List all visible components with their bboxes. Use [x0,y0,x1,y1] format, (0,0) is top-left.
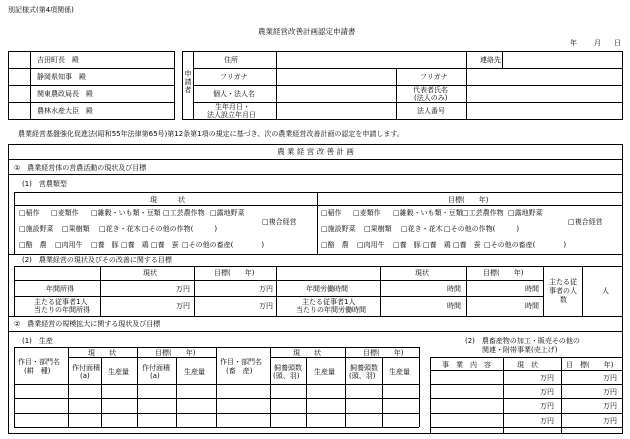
name-label: 個人・法人名 [213,90,255,98]
crop-current-area-l1: 作付面積 [72,364,100,372]
target-type-poultry[interactable]: □養 鶏 [423,241,451,249]
type-silkworm[interactable]: □養 蚕 [151,241,179,249]
type-other-crop[interactable]: □その他の作物( ) [142,225,218,233]
annual-hours-label: 年間労働時間 [306,285,348,293]
plan-title: 農 業 経 営 改 善 計 画 [277,147,354,156]
type-pig[interactable]: □養 豚 [91,241,119,249]
type-open-vegetable[interactable]: □露地野菜 [210,209,245,217]
target-type-other-crop[interactable]: □その他の作物( ) [444,225,520,233]
business-current-label: 現 状 [517,361,538,369]
section1-heading: ① 農業経営体の営農活動の現状及び目標 [14,164,147,172]
livestock-current-heads-l2: (頭、羽) [273,372,300,380]
target-type-silkworm[interactable]: □養 蚕 [453,241,481,249]
mgmt-current-label: 現状 [143,269,157,277]
per-worker-income-unit-current: 万円 [176,302,190,310]
annual-hours-unit-target: 時間 [525,285,539,293]
form-number: 別記様式(第4項関係) [8,6,74,14]
type-composite[interactable]: □複合経営 [262,218,297,226]
livestock-target-label: 目標( 年) [363,349,404,357]
statement-text: 農業経営基盤強化促進法(昭和55年法律第65号)第12条第1項の規定に基づき、次の農業経営改善計画の認定を申請します。 [18,130,404,138]
livestock-col-l2: (畜 産) [226,367,253,375]
business-r2-current-unit: 万円 [540,388,554,396]
target-type-beef[interactable]: □肉用牛 [357,241,385,249]
per-worker-income-l1: 主たる従事者1人 [34,298,88,306]
type-flowers[interactable]: □花き・花木 [99,225,141,233]
livestock-current-label: 現 状 [293,349,321,357]
target-type-composite[interactable]: □複合経営 [568,218,603,226]
type-rice[interactable]: □稲作 [19,209,40,217]
type-industrial[interactable]: □工芸農作物 [163,209,205,217]
target-type-dairy[interactable]: □酪 農 [321,241,349,249]
business-r3-target-unit: 万円 [603,402,617,410]
target-type-grains[interactable]: □雑穀・いも類・豆類 [393,209,463,217]
livestock-col-l1: 作目・部門名 [220,358,262,366]
addressee-minister: 農林水産大臣 殿 [37,107,93,115]
livestock-target-heads-l2: (頭、羽) [349,372,376,380]
date-day: 日 [614,39,621,47]
annual-income-unit-target: 万円 [259,285,273,293]
date-year: 年 [570,39,577,47]
rep-name-label: 代表者氏名 [413,86,448,94]
section2-heading: ② 農業経営の規模拡大に関する現状及び目標 [14,320,161,328]
type-fruit[interactable]: □果樹類 [62,225,90,233]
type-wheat[interactable]: □麦類作 [51,209,79,217]
farm-type-target-label: 目標( 年) [448,196,489,204]
address-label: 住所 [224,56,238,64]
livestock-target-heads-l1: 飼養頭数 [350,364,378,372]
per-worker-income-unit-target: 万円 [259,302,273,310]
per-worker-hours-l2: 当たりの年間労働時間 [296,306,366,314]
type-beef[interactable]: □肉用牛 [55,241,83,249]
type-poultry[interactable]: □養 鶏 [121,241,149,249]
business-r3-current-unit: 万円 [540,402,554,410]
num-workers-l3: 数 [560,296,567,304]
crop-target-area-l2: (a) [150,372,160,380]
farm-type-current-label: 現 状 [150,196,185,204]
mgmt-current-label-2: 現状 [415,269,429,277]
crop-col-l1: 作目・部門名 [18,358,60,366]
livestock-current-heads-l1: 飼養頭数 [274,364,302,372]
addressee-prefecture: 静岡県知事 殿 [37,73,86,81]
target-type-industrial[interactable]: □工芸農作物 [462,209,504,217]
target-type-fruit[interactable]: □果樹類 [364,225,392,233]
furigana-label-rep: フリガナ [420,73,448,81]
addressee-town: 吉田町長 殿 [37,56,79,64]
crop-target-label: 目標( 年) [155,349,196,357]
processing-heading-l1: (2) 農畜産物の加工・販売その他の [465,337,580,345]
business-r1-target-unit: 万円 [603,374,617,382]
crop-current-amount: 生産量 [108,368,129,376]
contact-label: 連絡先 [480,56,501,64]
num-workers-l1: 主たる従 [549,278,577,286]
rep-name-sub: (法人のみ) [414,94,448,102]
target-type-rice[interactable]: □稲作 [321,209,342,217]
type-other-livestock[interactable]: □その他の畜産( ) [182,241,265,249]
annual-income-unit-current: 万円 [176,285,190,293]
target-type-flowers[interactable]: □花き・花木 [401,225,443,233]
crop-target-amount: 生産量 [184,368,205,376]
date-month: 月 [594,39,601,47]
per-worker-income-l2: 当たりの年間所得 [34,306,90,314]
type-greenhouse-vegetable[interactable]: □施設野菜 [19,225,54,233]
target-type-greenhouse-vegetable[interactable]: □施設野菜 [321,225,356,233]
type-dairy[interactable]: □酪 農 [19,241,47,249]
business-r1-current-unit: 万円 [540,374,554,382]
per-worker-hours-unit-current: 時間 [447,302,461,310]
sub2-heading: (2) 農業経営の現状及びその改善に関する目標 [22,256,172,264]
livestock-current-amount: 生産量 [314,368,335,376]
per-worker-hours-l1: 主たる従事者1人 [302,298,356,306]
crop-current-area-l2: (a) [80,372,90,380]
corp-no-label: 法人番号 [417,107,445,115]
processing-heading-l2: 関連・附帯事業(売上げ) [482,346,558,354]
livestock-target-amount: 生産量 [389,368,410,376]
business-target-label: 目 標( 年) [566,361,614,369]
birth-label: 生年月日・ [215,103,250,111]
crop-col-l2: (耕 種) [24,367,51,375]
applicant-side-label: 申請者 [184,70,192,94]
mgmt-target-label: 目標( 年) [214,269,255,277]
sub1-heading: (1) 営農類型 [22,180,67,188]
business-content-label: 事 業 内 容 [442,361,491,369]
target-type-other-livestock[interactable]: □その他の畜産( ) [484,241,567,249]
num-workers-l2: 事者の人 [549,287,577,295]
production-heading: (1) 生産 [22,337,53,345]
form-title: 農業経営改善計画認定申請書 [258,27,356,36]
addressee-regional-bureau: 関東農政局長 殿 [37,90,93,98]
birth-sub: 法人設立年月日 [207,111,256,119]
target-type-open-vegetable[interactable]: □露地野菜 [508,209,543,217]
business-r4-current-unit: 万円 [540,417,554,425]
type-grains[interactable]: □雑穀・いも類・豆類 [91,209,161,217]
annual-hours-unit-current: 時間 [447,285,461,293]
mgmt-target-label-2: 目標( 年) [483,269,524,277]
furigana-label: フリガナ [220,73,248,81]
target-type-wheat[interactable]: □麦類作 [353,209,381,217]
annual-income-label: 年間所得 [46,285,74,293]
target-type-pig[interactable]: □養 豚 [393,241,421,249]
crop-target-area-l1: 作付面積 [142,364,170,372]
num-workers-unit: 人 [602,287,609,295]
business-r2-target-unit: 万円 [603,388,617,396]
per-worker-hours-unit-target: 時間 [525,302,539,310]
business-r4-target-unit: 万円 [603,417,617,425]
crop-current-label: 現 状 [88,349,116,357]
